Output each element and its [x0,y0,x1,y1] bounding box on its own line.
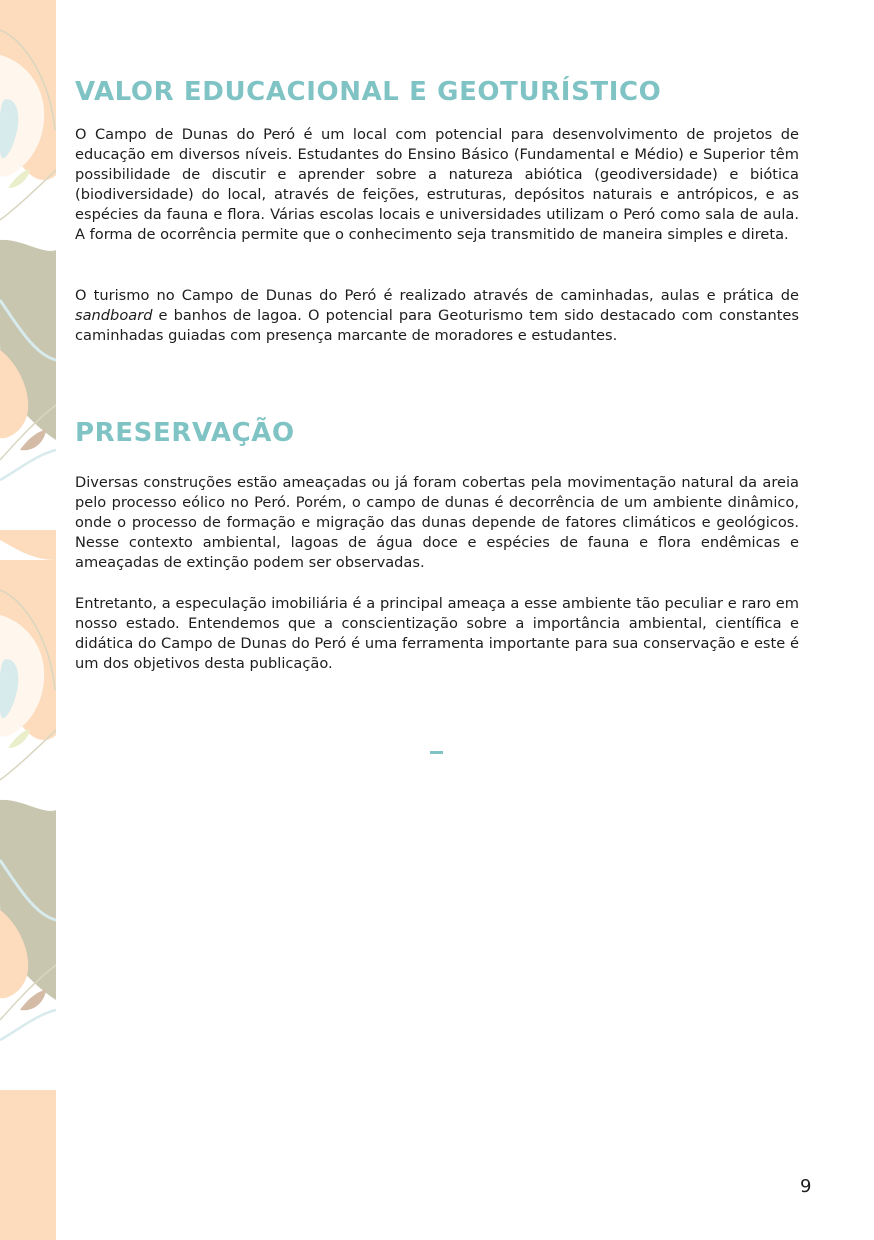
decorative-dash [430,751,443,754]
educational-paragraph-2-end: e banhos de lagoa. O potencial para Geoturismo tem sido destacado com constantes caminhadas guiadas com presença marcante de moradores e estudantes. [75,307,799,344]
pattern-tile-1 [0,0,56,560]
pattern-tile-2 [0,560,56,1240]
section-title-preservation: PRESERVAÇÃO [75,418,295,448]
educational-paragraph-1: O Campo de Dunas do Peró é um local com potencial para desenvolvimento de projetos de educação em diversos níveis. Estudantes do Ensino Básico (Fundamental e Médio) e Superior têm possibilidade de discutir e aprender sobre a natureza abiótica (geodiversidade) e biótica (biodiversidade) do local, através de feições, estruturas, depósitos naturais e antrópicos, e as espécies da fauna e flora. Várias escolas locais e universidades utilizam o Peró como sala de aula. A forma de ocorrência permite que o conhecimento seja transmitido de maneira simples e direta. [75,126,799,243]
educational-paragraph-2 [75,286,799,346]
section-title-educational: VALOR EDUCACIONAL E GEOTURÍSTICO [75,77,662,107]
preservation-paragraph-1: Diversas construções estão ameaçadas ou já foram cobertas pela movimentação natural da areia pelo processo eólico no Peró. Porém, o campo de dunas é decorrência de um ambiente dinâmico, onde o processo de formação e migração das dunas depende de fatores climáticos e geológicos. Nesse contexto ambiental, lagoas de água doce e espécies de fauna e flora endêmicas e ameaçadas de extinção podem ser observadas. [75,474,799,571]
preservation-paragraph-2: Entretanto, a especulação imobiliária é a principal ameaça a esse ambiente tão peculiar e raro em nosso estado. Entendemos que a conscientização sobre a importância ambiental, científica e didática do Campo de Dunas do Peró é uma ferramenta importante para sua conservação e este é um dos objetivos desta publicação. [75,595,799,672]
decorative-side-pattern [0,0,56,1240]
educational-paragraph-2-start: O turismo no Campo de Dunas do Peró é realizado através de caminhadas, aulas e prática de [75,287,799,304]
sandboard-emphasis: sandboard [75,307,153,324]
page-number: 9 [800,1176,812,1197]
organic-shapes-illustration [0,0,56,1240]
